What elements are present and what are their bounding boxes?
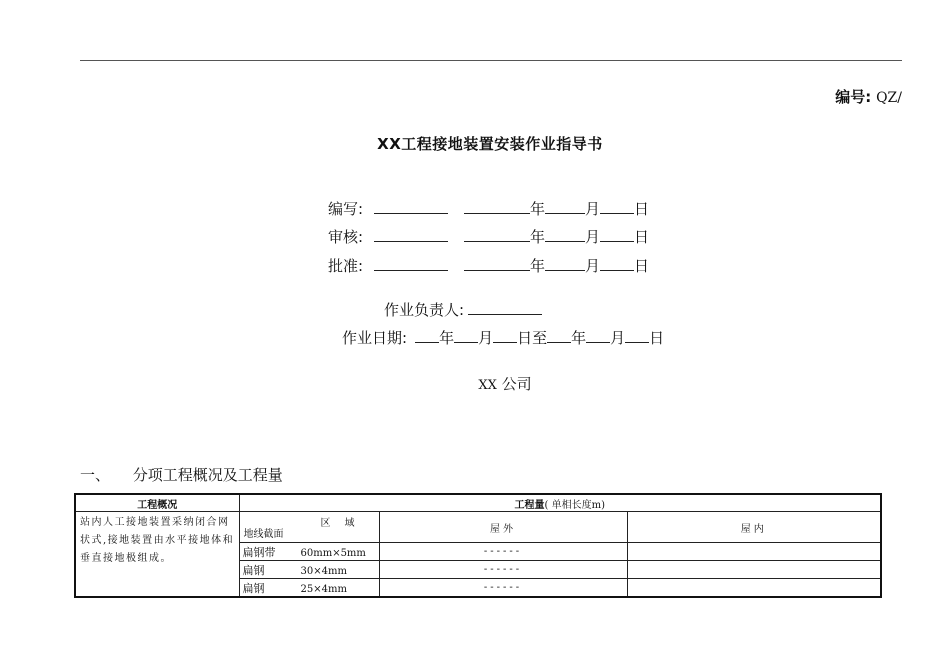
day-label: 日 <box>649 329 665 347</box>
signature-row-reviewer <box>328 226 649 247</box>
day-label: 日 <box>634 228 650 246</box>
day-label: 日 <box>634 200 650 218</box>
work-leader <box>384 299 542 320</box>
day-blank <box>600 198 634 214</box>
year-label: 年 <box>530 228 546 246</box>
signature-label: 批准: <box>328 257 364 275</box>
day-blank <box>493 327 517 343</box>
signature-name-blank <box>374 198 448 214</box>
month-blank <box>454 327 478 343</box>
header-rule <box>80 60 902 61</box>
year-label: 年 <box>571 329 587 347</box>
section-title: 分项工程概况及工程量 <box>132 466 283 484</box>
month-label: 月 <box>478 329 494 347</box>
work-quantity-table <box>74 493 882 598</box>
month-label: 月 <box>585 200 601 218</box>
work-date <box>342 327 664 348</box>
outdoor-quantity: ------ <box>379 579 627 598</box>
signature-row-approver <box>328 255 649 276</box>
month-blank <box>586 327 610 343</box>
year-blank <box>547 327 571 343</box>
signature-name-blank <box>374 226 448 242</box>
signature-label: 审核: <box>328 228 364 246</box>
month-label: 月 <box>585 257 601 275</box>
material-name: 扁钢带 <box>242 545 276 559</box>
company-prefix: XX <box>478 378 497 393</box>
section-label: 地线截面 <box>243 529 284 540</box>
overview-description: 站内人工接地装置采纳闭合网状式,接地装置由水平接地体和垂直接地极组成。 <box>75 512 239 598</box>
indoor-quantity <box>627 543 881 561</box>
year-blank <box>464 255 530 271</box>
work-date-label: 作业日期: <box>342 329 408 347</box>
year-label: 年 <box>530 257 546 275</box>
section-heading <box>80 464 283 485</box>
outdoor-quantity: ------ <box>379 543 627 561</box>
date-range-to: 至 <box>532 329 548 347</box>
outdoor-quantity: ------ <box>379 561 627 579</box>
document-number-value: QZ/ <box>876 90 902 106</box>
day-blank <box>600 255 634 271</box>
day-label: 日 <box>517 329 533 347</box>
material-name: 扁钢 <box>242 563 265 577</box>
indoor-header: 屋内 <box>627 512 881 543</box>
document-number-label: 编号: <box>835 88 872 106</box>
year-blank <box>464 226 530 242</box>
work-leader-label: 作业负责人: <box>384 301 465 319</box>
month-blank <box>545 255 585 271</box>
signature-label: 编写: <box>328 200 364 218</box>
day-blank <box>600 226 634 242</box>
year-label: 年 <box>439 329 455 347</box>
material-spec: 30×4mm <box>300 565 347 577</box>
table-header-quantity: 工程量( 单相长度m) <box>239 494 881 512</box>
document-title: XX工程接地装置安装作业指导书 <box>377 135 603 153</box>
year-blank <box>464 198 530 214</box>
month-blank <box>545 226 585 242</box>
company-name <box>0 373 950 394</box>
work-leader-blank <box>468 299 542 315</box>
outdoor-header: 屋外 <box>379 512 627 543</box>
section-number: 一、 <box>80 466 111 484</box>
month-label: 月 <box>585 228 601 246</box>
indoor-quantity <box>627 579 881 598</box>
material-spec: 25×4mm <box>300 583 347 595</box>
table-header-overview: 工程概况 <box>75 494 239 512</box>
day-label: 日 <box>634 257 650 275</box>
material-name: 扁钢 <box>242 581 265 595</box>
year-blank <box>415 327 439 343</box>
day-blank <box>625 327 649 343</box>
month-blank <box>545 198 585 214</box>
signature-name-blank <box>374 255 448 271</box>
indoor-quantity <box>627 561 881 579</box>
region-label: 区域 <box>320 518 369 529</box>
year-label: 年 <box>530 200 546 218</box>
month-label: 月 <box>610 329 626 347</box>
document-number <box>835 86 902 107</box>
signature-row-writer <box>328 198 649 219</box>
region-section-header <box>239 512 379 543</box>
material-spec: 60mm×5mm <box>300 547 366 559</box>
company-suffix: 公司 <box>501 375 532 393</box>
